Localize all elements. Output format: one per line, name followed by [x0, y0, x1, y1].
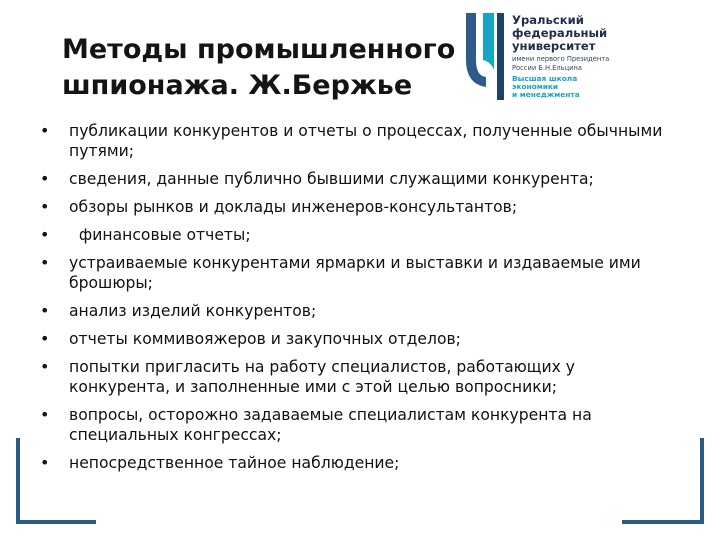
logo-subtitle-line-2: России Б.Н.Ельцина	[512, 63, 582, 72]
frame-corner-left-horizontal	[16, 520, 96, 524]
bullet-item: • анализ изделий конкурентов;	[40, 301, 680, 321]
bullet-item: • попытки пригласить на работу специалистов, работающих у конкурента, и заполненные ими с этой целью вопросники;	[40, 357, 680, 397]
bullet-item: • публикации конкурентов и отчеты о процессах, полученные обычными путями;	[40, 121, 680, 161]
urfu-u-logo-icon	[464, 10, 506, 105]
logo-school-line-1: Высшая школа	[512, 73, 578, 83]
bullet-item: • обзоры рынков и доклады инженеров-консультантов;	[40, 197, 680, 217]
bullet-item: • сведения, данные публично бывшими служащими конкурента;	[40, 169, 680, 189]
bullet-item: • устраиваемые конкурентами ярмарки и выставки и издаваемые ими брошюры;	[40, 253, 680, 293]
bullet-list	[40, 121, 680, 481]
logo-name-line-2: федеральный	[512, 25, 608, 40]
logo-school-line-2: экономики	[512, 82, 559, 91]
logo-name-line-3: университет	[512, 38, 596, 53]
frame-corner-right-vertical	[700, 438, 704, 524]
logo-subtitle	[512, 55, 644, 71]
logo-subtitle-line-1: имени первого Президента	[512, 55, 610, 64]
frame-corner-left-vertical	[16, 438, 20, 524]
logo-school-line-3: и менеджмента	[512, 90, 580, 100]
slide-title-line-2: шпионажа. Ж.Бержье	[62, 70, 413, 101]
slide-title	[62, 32, 462, 104]
logo-school	[512, 75, 644, 100]
logo-name-line-1: Уральский	[512, 13, 584, 27]
frame-corner-right-horizontal	[622, 520, 704, 524]
bullet-item: • финансовые отчеты;	[40, 225, 680, 245]
university-logo	[464, 10, 644, 105]
slide-title-line-1: Методы промышленного	[62, 34, 456, 65]
bullet-item: • вопросы, осторожно задаваемые специалистам конкурента на специальных конгрессах;	[40, 405, 680, 445]
bullet-item: • непосредственное тайное наблюдение;	[40, 453, 680, 473]
bullet-item: • отчеты коммивояжеров и закупочных отделов;	[40, 329, 680, 349]
